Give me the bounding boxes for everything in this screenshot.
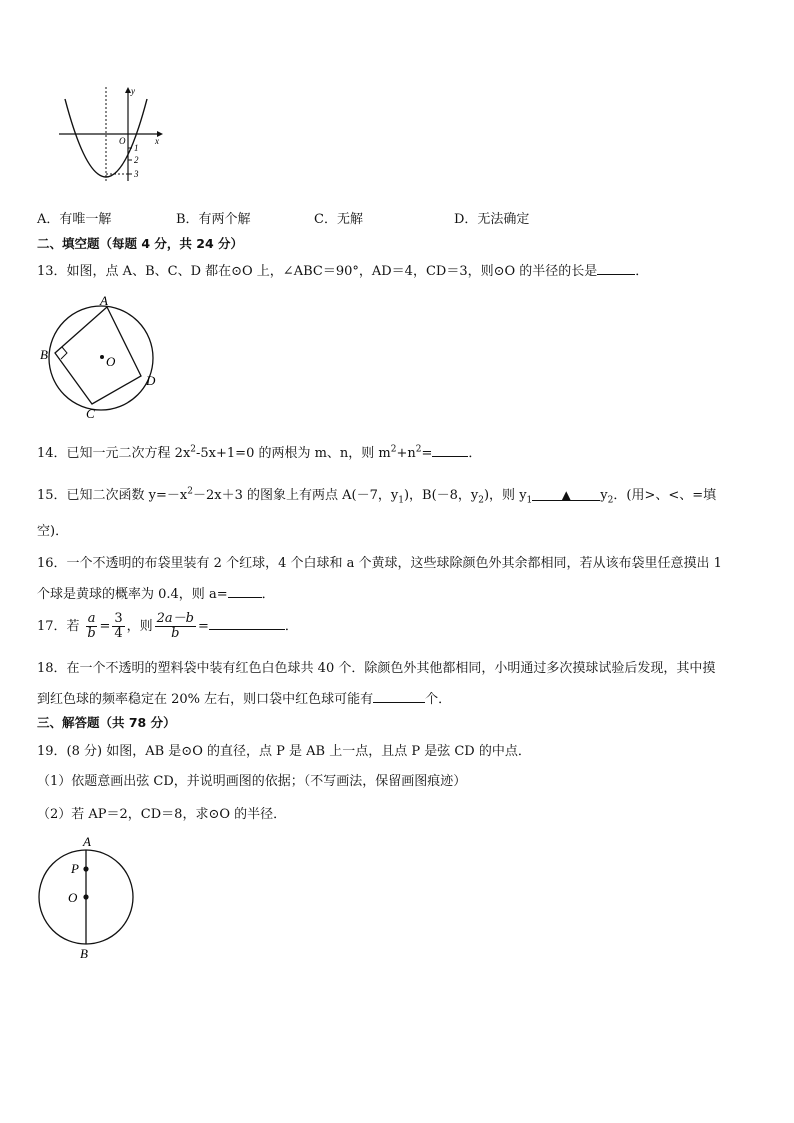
graph-label-y: y bbox=[131, 86, 135, 96]
q17-den-b: b bbox=[87, 626, 96, 641]
graph-label-o: O bbox=[119, 136, 126, 146]
q14-sup-1: 2 bbox=[190, 444, 197, 455]
q19-circle-figure bbox=[35, 832, 145, 962]
q15-sub-4: 2 bbox=[607, 495, 614, 506]
question-18-line2 bbox=[37, 688, 451, 707]
q15-sub-1: 1 bbox=[398, 495, 404, 506]
q15-post2: ．(用>、<、=填 bbox=[613, 488, 717, 503]
q15-mid3: )，则 y bbox=[483, 488, 527, 503]
question-16-line2 bbox=[37, 583, 275, 602]
q12-option-d: D．无法确定 bbox=[454, 212, 530, 227]
parabola-graph bbox=[55, 85, 170, 185]
question-17 bbox=[37, 612, 298, 642]
q14-pre: 14．已知一元二次方程 2x bbox=[37, 446, 191, 461]
q15-post: y bbox=[600, 488, 608, 503]
q15-mid2: )，B(－8，y bbox=[403, 488, 479, 503]
q13-text: 13．如图，点 A、B、C、D 都在⊙O 上，∠ABC＝90°，AD＝4，CD＝3，则⊙O 的半径的长是 bbox=[37, 264, 598, 279]
q13-label-b: B bbox=[40, 347, 48, 362]
q15-pre: 15．已知二次函数 y=－x bbox=[37, 488, 188, 503]
q17-num-3: 3 bbox=[114, 611, 123, 626]
graph-tick-1: 1 bbox=[134, 143, 139, 153]
q13-end: ． bbox=[635, 264, 649, 279]
q14-sup-3: 2 bbox=[415, 444, 422, 455]
q17-den-b2: b bbox=[171, 626, 180, 641]
q17-eq: = bbox=[99, 619, 111, 634]
question-18-line1: 18．在一个不透明的塑料袋中装有红色白色球共 40 个．除颜色外其他都相同，小明通过多次摸球试验后发现，其中摸 bbox=[37, 661, 716, 676]
q13-label-d: D bbox=[146, 373, 156, 388]
q18-end: 个． bbox=[425, 692, 452, 707]
q18-line2-text: 到红色球的频率稳定在 20% 左右，则口袋中红色球可能有 bbox=[37, 692, 374, 707]
graph-tick-2: 2 bbox=[134, 155, 139, 165]
section-fill-in-heading: 二、填空题（每题 4 分，共 24 分） bbox=[37, 236, 244, 251]
q17-fraction-a-over-b bbox=[86, 612, 98, 641]
q17-mid: ，则 bbox=[126, 619, 153, 634]
q12-option-b: B．有两个解 bbox=[176, 212, 251, 227]
question-19-line3: （2）若 AP＝2，CD＝8，求⊙O 的半径． bbox=[37, 807, 287, 822]
q17-den-4: 4 bbox=[114, 626, 123, 641]
q15-sup: 2 bbox=[187, 486, 193, 497]
question-19-line2: （1）依题意画出弦 CD，并说明画图的依据；（不写画法，保留画图痕迹） bbox=[37, 774, 467, 789]
q13-label-o: O bbox=[106, 354, 116, 369]
q17-end: ． bbox=[284, 619, 298, 634]
q19-label-b: B bbox=[80, 946, 88, 961]
question-15 bbox=[37, 484, 716, 506]
question-14 bbox=[37, 442, 481, 461]
q17-fraction-3-over-4 bbox=[112, 612, 124, 641]
q19-label-a: A bbox=[83, 834, 91, 849]
q14-end: ． bbox=[468, 446, 482, 461]
q19-label-p: P bbox=[71, 861, 79, 876]
q16-line2-text: 个球是黄球的概率为 0.4，则 a= bbox=[37, 587, 228, 602]
q14-post: = bbox=[421, 446, 433, 461]
triangle-icon: ▲ bbox=[561, 488, 571, 502]
q13-label-c: C bbox=[86, 406, 95, 420]
q13-circle-figure bbox=[35, 290, 165, 420]
q15-mid: －2x＋3 的图象上有两点 A(－7，y bbox=[192, 488, 399, 503]
question-15-line2: 空)． bbox=[37, 524, 69, 539]
q14-mid1: -5x+1=0 的两根为 m、n，则 m bbox=[196, 446, 391, 461]
q15-sub-2: 2 bbox=[478, 495, 484, 506]
q16-answer-blank bbox=[228, 585, 262, 598]
q13-answer-blank bbox=[597, 262, 635, 275]
q17-post: = bbox=[198, 619, 209, 634]
q15-answer-blank bbox=[532, 488, 600, 501]
q17-fraction-2a-b bbox=[155, 612, 196, 641]
question-19-line1: 19．(8 分) 如图，AB 是⊙O 的直径，点 P 是 AB 上一点，且点 P 是弦 CD 的中点． bbox=[37, 744, 531, 759]
q15-sub-3: 1 bbox=[526, 495, 533, 506]
q12-option-c: C．无解 bbox=[314, 212, 363, 227]
graph-tick-3: 3 bbox=[134, 169, 139, 179]
q19-label-o: O bbox=[68, 890, 78, 905]
q17-num-2a-b: 2a－b bbox=[156, 611, 194, 626]
question-16-line1: 16．一个不透明的布袋里装有 2 个红球，4 个白球和 a 个黄球，这些球除颜色外其余都相同，若从该布袋里任意摸出 1 bbox=[37, 556, 722, 571]
q16-end: ． bbox=[261, 587, 275, 602]
q17-answer-blank bbox=[209, 617, 285, 630]
q13-label-a: A bbox=[100, 293, 108, 308]
question-13 bbox=[37, 260, 648, 279]
section-solutions-heading: 三、解答题（共 78 分） bbox=[37, 715, 176, 730]
q14-sup-2: 2 bbox=[390, 444, 397, 455]
q18-answer-blank bbox=[373, 690, 425, 703]
q14-answer-blank bbox=[432, 444, 468, 457]
q17-pre: 17．若 bbox=[37, 619, 80, 634]
q14-mid2: +n bbox=[396, 446, 416, 461]
graph-label-x: x bbox=[155, 136, 159, 146]
q17-num-a: a bbox=[87, 611, 96, 626]
q12-option-a: A．有唯一解 bbox=[37, 212, 112, 227]
